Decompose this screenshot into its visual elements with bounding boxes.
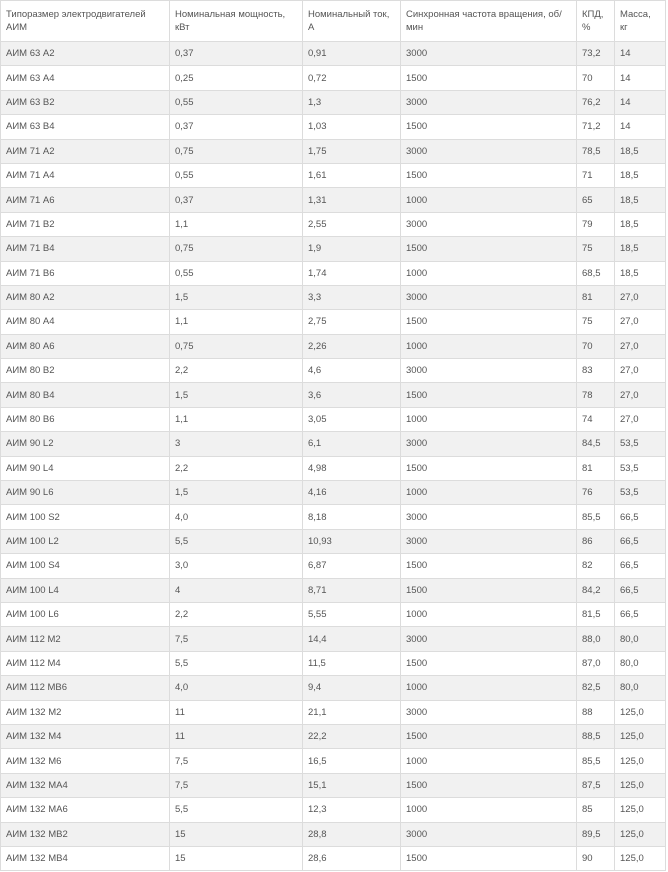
cell-power: 1,1 bbox=[170, 212, 303, 236]
cell-mass: 27,0 bbox=[615, 334, 666, 358]
cell-power: 1,5 bbox=[170, 481, 303, 505]
cell-model: АИМ 100 S4 bbox=[1, 554, 170, 578]
cell-mass: 27,0 bbox=[615, 310, 666, 334]
table-row bbox=[1, 481, 666, 505]
cell-current: 0,72 bbox=[303, 66, 401, 90]
table-row bbox=[1, 407, 666, 431]
cell-current: 4,16 bbox=[303, 481, 401, 505]
table-row bbox=[1, 383, 666, 407]
cell-speed: 1500 bbox=[401, 163, 577, 187]
cell-power: 7,5 bbox=[170, 627, 303, 651]
cell-power: 15 bbox=[170, 822, 303, 846]
table-row bbox=[1, 505, 666, 529]
cell-efficiency: 87,5 bbox=[577, 773, 615, 797]
cell-model: АИМ 132 М4 bbox=[1, 724, 170, 748]
cell-speed: 3000 bbox=[401, 139, 577, 163]
cell-speed: 1500 bbox=[401, 115, 577, 139]
cell-efficiency: 70 bbox=[577, 66, 615, 90]
cell-mass: 125,0 bbox=[615, 749, 666, 773]
cell-power: 0,75 bbox=[170, 237, 303, 261]
cell-current: 1,61 bbox=[303, 163, 401, 187]
cell-power: 1,5 bbox=[170, 383, 303, 407]
cell-current: 8,71 bbox=[303, 578, 401, 602]
cell-efficiency: 76 bbox=[577, 481, 615, 505]
table-row bbox=[1, 529, 666, 553]
cell-model: АИМ 71 В2 bbox=[1, 212, 170, 236]
cell-current: 0,91 bbox=[303, 42, 401, 66]
cell-current: 2,55 bbox=[303, 212, 401, 236]
table-row bbox=[1, 651, 666, 675]
table-row bbox=[1, 42, 666, 66]
cell-mass: 125,0 bbox=[615, 724, 666, 748]
cell-current: 4,98 bbox=[303, 456, 401, 480]
cell-power: 0,75 bbox=[170, 139, 303, 163]
table-row bbox=[1, 578, 666, 602]
cell-mass: 53,5 bbox=[615, 456, 666, 480]
cell-mass: 14 bbox=[615, 66, 666, 90]
table-row bbox=[1, 237, 666, 261]
cell-current: 2,75 bbox=[303, 310, 401, 334]
cell-model: АИМ 100 L6 bbox=[1, 602, 170, 626]
cell-efficiency: 87,0 bbox=[577, 651, 615, 675]
header-row bbox=[1, 1, 666, 42]
cell-current: 10,93 bbox=[303, 529, 401, 553]
header-cell-model: Типоразмер электродвигателей АИМ bbox=[1, 1, 170, 42]
cell-efficiency: 70 bbox=[577, 334, 615, 358]
cell-current: 21,1 bbox=[303, 700, 401, 724]
cell-speed: 3000 bbox=[401, 212, 577, 236]
cell-model: АИМ 63 В4 bbox=[1, 115, 170, 139]
cell-current: 14,4 bbox=[303, 627, 401, 651]
cell-efficiency: 88 bbox=[577, 700, 615, 724]
cell-speed: 3000 bbox=[401, 432, 577, 456]
cell-mass: 27,0 bbox=[615, 383, 666, 407]
cell-model: АИМ 71 А6 bbox=[1, 188, 170, 212]
cell-power: 0,37 bbox=[170, 115, 303, 139]
cell-speed: 1500 bbox=[401, 846, 577, 870]
table-row bbox=[1, 285, 666, 309]
cell-mass: 80,0 bbox=[615, 651, 666, 675]
cell-speed: 1000 bbox=[401, 407, 577, 431]
cell-power: 4,0 bbox=[170, 676, 303, 700]
cell-efficiency: 90 bbox=[577, 846, 615, 870]
cell-current: 1,74 bbox=[303, 261, 401, 285]
table-row bbox=[1, 212, 666, 236]
table-row bbox=[1, 602, 666, 626]
cell-speed: 3000 bbox=[401, 42, 577, 66]
cell-mass: 18,5 bbox=[615, 188, 666, 212]
cell-model: АИМ 112 М2 bbox=[1, 627, 170, 651]
table-row bbox=[1, 115, 666, 139]
cell-model: АИМ 71 А2 bbox=[1, 139, 170, 163]
cell-model: АИМ 100 L4 bbox=[1, 578, 170, 602]
cell-model: АИМ 80 В6 bbox=[1, 407, 170, 431]
cell-speed: 1000 bbox=[401, 188, 577, 212]
cell-power: 7,5 bbox=[170, 773, 303, 797]
cell-power: 2,2 bbox=[170, 359, 303, 383]
cell-efficiency: 75 bbox=[577, 237, 615, 261]
cell-current: 5,55 bbox=[303, 602, 401, 626]
cell-current: 3,05 bbox=[303, 407, 401, 431]
cell-mass: 14 bbox=[615, 115, 666, 139]
cell-power: 0,25 bbox=[170, 66, 303, 90]
cell-current: 6,87 bbox=[303, 554, 401, 578]
cell-efficiency: 83 bbox=[577, 359, 615, 383]
cell-mass: 53,5 bbox=[615, 481, 666, 505]
cell-model: АИМ 132 МВ4 bbox=[1, 846, 170, 870]
cell-current: 15,1 bbox=[303, 773, 401, 797]
cell-mass: 66,5 bbox=[615, 578, 666, 602]
cell-speed: 1000 bbox=[401, 676, 577, 700]
cell-power: 5,5 bbox=[170, 651, 303, 675]
cell-model: АИМ 100 L2 bbox=[1, 529, 170, 553]
cell-model: АИМ 80 В4 bbox=[1, 383, 170, 407]
cell-power: 4 bbox=[170, 578, 303, 602]
cell-speed: 3000 bbox=[401, 529, 577, 553]
cell-model: АИМ 112 М4 bbox=[1, 651, 170, 675]
cell-model: АИМ 80 А2 bbox=[1, 285, 170, 309]
cell-efficiency: 74 bbox=[577, 407, 615, 431]
cell-efficiency: 84,5 bbox=[577, 432, 615, 456]
cell-mass: 66,5 bbox=[615, 529, 666, 553]
cell-power: 11 bbox=[170, 700, 303, 724]
cell-power: 0,37 bbox=[170, 188, 303, 212]
cell-mass: 125,0 bbox=[615, 798, 666, 822]
cell-efficiency: 65 bbox=[577, 188, 615, 212]
table-row bbox=[1, 310, 666, 334]
cell-current: 1,03 bbox=[303, 115, 401, 139]
cell-efficiency: 79 bbox=[577, 212, 615, 236]
cell-speed: 1000 bbox=[401, 334, 577, 358]
cell-mass: 14 bbox=[615, 90, 666, 114]
cell-speed: 1500 bbox=[401, 773, 577, 797]
cell-efficiency: 85,5 bbox=[577, 749, 615, 773]
cell-speed: 1500 bbox=[401, 724, 577, 748]
cell-efficiency: 78 bbox=[577, 383, 615, 407]
cell-model: АИМ 132 МА6 bbox=[1, 798, 170, 822]
cell-power: 5,5 bbox=[170, 798, 303, 822]
cell-current: 8,18 bbox=[303, 505, 401, 529]
cell-speed: 1500 bbox=[401, 310, 577, 334]
cell-model: АИМ 90 L2 bbox=[1, 432, 170, 456]
table-row bbox=[1, 334, 666, 358]
cell-speed: 3000 bbox=[401, 359, 577, 383]
cell-model: АИМ 100 S2 bbox=[1, 505, 170, 529]
header-cell-power: Номинальная мощность, кВт bbox=[170, 1, 303, 42]
cell-mass: 125,0 bbox=[615, 700, 666, 724]
table-row bbox=[1, 90, 666, 114]
cell-mass: 27,0 bbox=[615, 407, 666, 431]
table-body bbox=[1, 42, 666, 871]
cell-mass: 18,5 bbox=[615, 212, 666, 236]
cell-speed: 1500 bbox=[401, 66, 577, 90]
cell-model: АИМ 132 МВ2 bbox=[1, 822, 170, 846]
cell-efficiency: 81,5 bbox=[577, 602, 615, 626]
cell-speed: 1500 bbox=[401, 383, 577, 407]
header-cell-efficiency: КПД, % bbox=[577, 1, 615, 42]
header-cell-mass: Масса, кг bbox=[615, 1, 666, 42]
cell-current: 1,9 bbox=[303, 237, 401, 261]
cell-speed: 3000 bbox=[401, 285, 577, 309]
cell-speed: 1500 bbox=[401, 456, 577, 480]
cell-current: 1,31 bbox=[303, 188, 401, 212]
table-row bbox=[1, 676, 666, 700]
cell-speed: 1000 bbox=[401, 749, 577, 773]
cell-current: 9,4 bbox=[303, 676, 401, 700]
cell-current: 3,3 bbox=[303, 285, 401, 309]
cell-speed: 1000 bbox=[401, 481, 577, 505]
cell-current: 4,6 bbox=[303, 359, 401, 383]
cell-power: 0,55 bbox=[170, 90, 303, 114]
table-row bbox=[1, 432, 666, 456]
cell-efficiency: 73,2 bbox=[577, 42, 615, 66]
table-row bbox=[1, 163, 666, 187]
cell-current: 16,5 bbox=[303, 749, 401, 773]
cell-speed: 1000 bbox=[401, 261, 577, 285]
cell-efficiency: 85,5 bbox=[577, 505, 615, 529]
cell-mass: 14 bbox=[615, 42, 666, 66]
cell-model: АИМ 63 А4 bbox=[1, 66, 170, 90]
cell-current: 6,1 bbox=[303, 432, 401, 456]
cell-mass: 66,5 bbox=[615, 505, 666, 529]
table-row bbox=[1, 798, 666, 822]
table-row bbox=[1, 456, 666, 480]
cell-mass: 125,0 bbox=[615, 822, 666, 846]
cell-speed: 3000 bbox=[401, 505, 577, 529]
cell-efficiency: 86 bbox=[577, 529, 615, 553]
cell-efficiency: 84,2 bbox=[577, 578, 615, 602]
cell-model: АИМ 63 А2 bbox=[1, 42, 170, 66]
cell-efficiency: 76,2 bbox=[577, 90, 615, 114]
table-row bbox=[1, 188, 666, 212]
table-row bbox=[1, 700, 666, 724]
cell-speed: 1500 bbox=[401, 554, 577, 578]
table-row bbox=[1, 627, 666, 651]
cell-efficiency: 75 bbox=[577, 310, 615, 334]
cell-current: 11,5 bbox=[303, 651, 401, 675]
cell-efficiency: 78,5 bbox=[577, 139, 615, 163]
cell-speed: 1000 bbox=[401, 798, 577, 822]
cell-mass: 125,0 bbox=[615, 846, 666, 870]
cell-mass: 80,0 bbox=[615, 676, 666, 700]
cell-power: 0,75 bbox=[170, 334, 303, 358]
cell-speed: 1500 bbox=[401, 237, 577, 261]
cell-mass: 66,5 bbox=[615, 602, 666, 626]
cell-speed: 3000 bbox=[401, 627, 577, 651]
cell-current: 22,2 bbox=[303, 724, 401, 748]
cell-power: 0,55 bbox=[170, 163, 303, 187]
cell-efficiency: 82,5 bbox=[577, 676, 615, 700]
cell-current: 28,6 bbox=[303, 846, 401, 870]
cell-power: 15 bbox=[170, 846, 303, 870]
cell-model: АИМ 80 А6 bbox=[1, 334, 170, 358]
cell-power: 3 bbox=[170, 432, 303, 456]
cell-current: 1,3 bbox=[303, 90, 401, 114]
table-header bbox=[1, 1, 666, 42]
cell-efficiency: 88,0 bbox=[577, 627, 615, 651]
cell-current: 3,6 bbox=[303, 383, 401, 407]
cell-mass: 18,5 bbox=[615, 237, 666, 261]
cell-speed: 1000 bbox=[401, 602, 577, 626]
cell-efficiency: 85 bbox=[577, 798, 615, 822]
cell-speed: 3000 bbox=[401, 700, 577, 724]
table-row bbox=[1, 749, 666, 773]
table-row bbox=[1, 359, 666, 383]
cell-mass: 18,5 bbox=[615, 139, 666, 163]
cell-power: 3,0 bbox=[170, 554, 303, 578]
cell-power: 5,5 bbox=[170, 529, 303, 553]
cell-model: АИМ 71 В4 bbox=[1, 237, 170, 261]
cell-mass: 66,5 bbox=[615, 554, 666, 578]
table-row bbox=[1, 724, 666, 748]
table-row bbox=[1, 554, 666, 578]
cell-model: АИМ 80 В2 bbox=[1, 359, 170, 383]
table-row bbox=[1, 261, 666, 285]
cell-efficiency: 88,5 bbox=[577, 724, 615, 748]
cell-efficiency: 71,2 bbox=[577, 115, 615, 139]
header-cell-current: Номинальный ток, А bbox=[303, 1, 401, 42]
cell-power: 2,2 bbox=[170, 602, 303, 626]
cell-model: АИМ 90 L6 bbox=[1, 481, 170, 505]
cell-mass: 27,0 bbox=[615, 285, 666, 309]
cell-efficiency: 68,5 bbox=[577, 261, 615, 285]
cell-model: АИМ 112 МВ6 bbox=[1, 676, 170, 700]
table-row bbox=[1, 139, 666, 163]
cell-power: 11 bbox=[170, 724, 303, 748]
cell-mass: 18,5 bbox=[615, 163, 666, 187]
table-row bbox=[1, 773, 666, 797]
cell-power: 4,0 bbox=[170, 505, 303, 529]
cell-mass: 80,0 bbox=[615, 627, 666, 651]
cell-power: 1,1 bbox=[170, 407, 303, 431]
cell-efficiency: 82 bbox=[577, 554, 615, 578]
table-row bbox=[1, 66, 666, 90]
cell-model: АИМ 71 А4 bbox=[1, 163, 170, 187]
cell-efficiency: 81 bbox=[577, 456, 615, 480]
cell-model: АИМ 90 L4 bbox=[1, 456, 170, 480]
cell-current: 1,75 bbox=[303, 139, 401, 163]
cell-power: 7,5 bbox=[170, 749, 303, 773]
cell-efficiency: 71 bbox=[577, 163, 615, 187]
cell-power: 1,5 bbox=[170, 285, 303, 309]
cell-power: 0,55 bbox=[170, 261, 303, 285]
cell-mass: 27,0 bbox=[615, 359, 666, 383]
cell-efficiency: 89,5 bbox=[577, 822, 615, 846]
cell-current: 28,8 bbox=[303, 822, 401, 846]
table-row bbox=[1, 822, 666, 846]
cell-current: 12,3 bbox=[303, 798, 401, 822]
cell-model: АИМ 63 В2 bbox=[1, 90, 170, 114]
cell-speed: 3000 bbox=[401, 90, 577, 114]
cell-power: 0,37 bbox=[170, 42, 303, 66]
cell-model: АИМ 80 А4 bbox=[1, 310, 170, 334]
cell-current: 2,26 bbox=[303, 334, 401, 358]
table-row bbox=[1, 846, 666, 870]
header-cell-speed: Синхронная частота вращения, об/мин bbox=[401, 1, 577, 42]
cell-mass: 53,5 bbox=[615, 432, 666, 456]
cell-mass: 18,5 bbox=[615, 261, 666, 285]
cell-model: АИМ 132 М2 bbox=[1, 700, 170, 724]
cell-speed: 1500 bbox=[401, 651, 577, 675]
cell-speed: 1500 bbox=[401, 578, 577, 602]
cell-efficiency: 81 bbox=[577, 285, 615, 309]
cell-speed: 3000 bbox=[401, 822, 577, 846]
cell-power: 2,2 bbox=[170, 456, 303, 480]
cell-model: АИМ 132 М6 bbox=[1, 749, 170, 773]
cell-model: АИМ 71 В6 bbox=[1, 261, 170, 285]
cell-model: АИМ 132 МА4 bbox=[1, 773, 170, 797]
cell-power: 1,1 bbox=[170, 310, 303, 334]
cell-mass: 125,0 bbox=[615, 773, 666, 797]
